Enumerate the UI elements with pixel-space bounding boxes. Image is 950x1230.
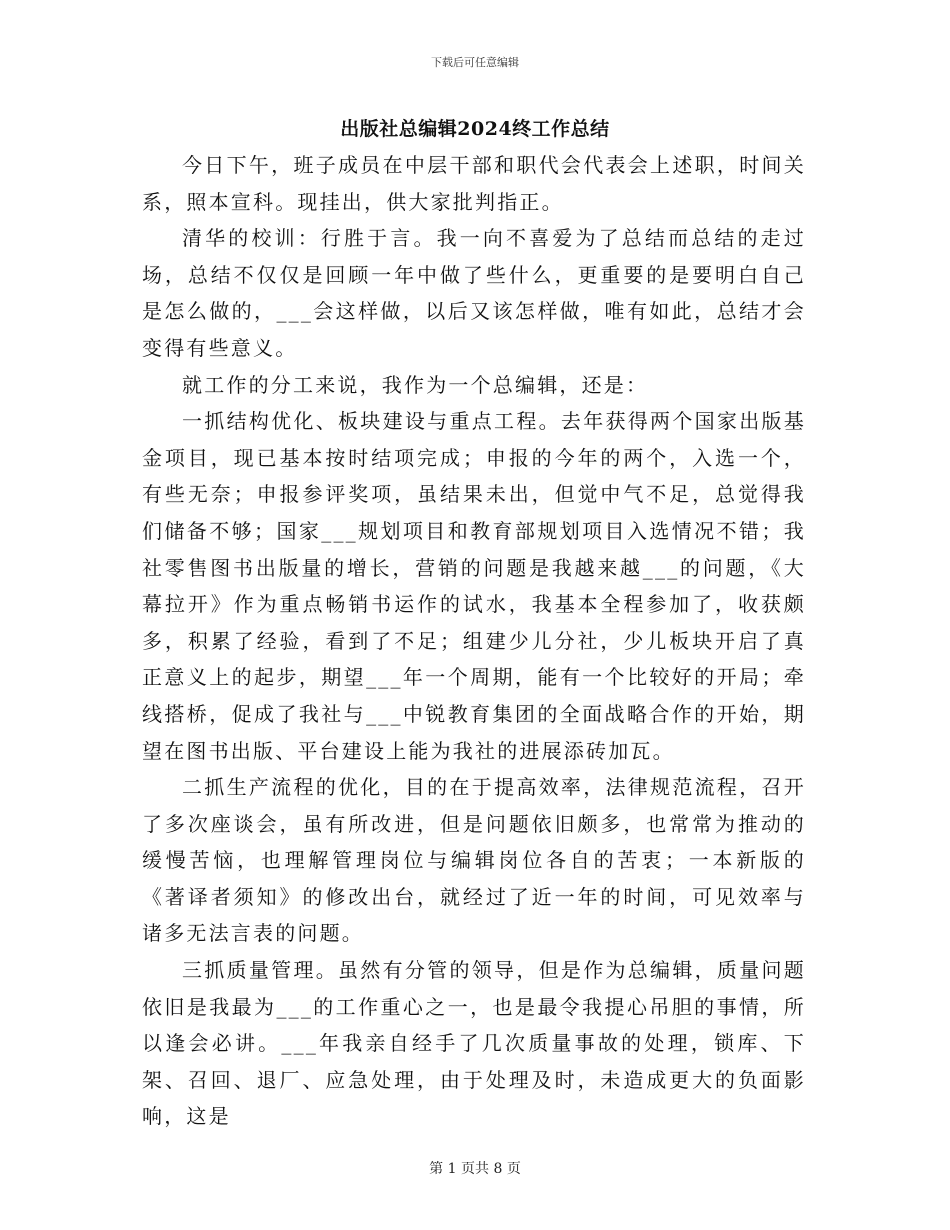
header-note: 下载后可任意编辑 bbox=[431, 56, 519, 69]
footer-total-pages: 8 bbox=[493, 1161, 503, 1177]
paragraph-5: 二抓生产流程的优化，目的在于提高效率，法律规范流程，召开了多次座谈会，虽有所改进，但是问题依旧颇多，也常常为推动的缓慢苦恼，也理解管理岗位与编辑岗位各自的苦衷；一本新版的《著译者须知》的修改出台，就经过了近一年的时间，可见效率与诸多无法言表的问题。 bbox=[142, 775, 806, 946]
page-title: 出版社总编辑2024终工作总结 bbox=[340, 118, 610, 140]
page-footer bbox=[0, 1158, 950, 1178]
paragraph-3: 就工作的分工来说，我作为一个总编辑，还是： bbox=[182, 372, 649, 397]
footer-prefix: 第 bbox=[429, 1161, 444, 1177]
paragraph-1: 今日下午，班子成员在中层干部和职代会代表会上述职，时间关系，照本宣科。现挂出，供大家批判指正。 bbox=[142, 153, 806, 214]
footer-suffix: 页 bbox=[506, 1161, 521, 1177]
footer-page-number: 1 bbox=[447, 1161, 457, 1177]
footer-middle: 页共 bbox=[461, 1161, 489, 1177]
paragraph-6: 三抓质量管理。虽然有分管的领导，但是作为总编辑，质量问题依旧是我最为___的工作重心之一，也是最令我提心吊胆的事情，所以逢会必讲。___年我亲自经手了几次质量事故的处理，锁库、下架、召回、退厂、应急处理，由于处理及时，未造成更大的负面影响，这是 bbox=[142, 958, 806, 1129]
paragraph-2: 清华的校训：行胜于言。我一向不喜爱为了总结而总结的走过场，总结不仅仅是回顾一年中做了些什么，更重要的是要明白自己是怎么做的，___会这样做，以后又该怎样做，唯有如此，总结才会变得有些意义。 bbox=[142, 226, 806, 360]
paragraph-4: 一抓结构优化、板块建设与重点工程。去年获得两个国家出版基金项目，现已基本按时结项完成；申报的今年的两个，入选一个，有些无奈；申报参评奖项，虽结果未出，但觉中气不足，总觉得我们储备不够；国家___规划项目和教育部规划项目入选情况不错；我社零售图书出版量的增长，营销的问题是我越来越___的问题，《大幕拉开》作为重点畅销书运作的试水，我基本全程参加了，收获颇多，积累了经验，看到了不足；组建少儿分社，少儿板块开启了真正意义上的起步，期望___年一个周期，能有一个比较好的开局；牵线搭桥，促成了我社与___中锐教育集团的全面战略合作的开始，期望在图书出版、平台建设上能为我社的进展添砖加瓦。 bbox=[142, 409, 806, 763]
document-body bbox=[142, 147, 806, 1135]
